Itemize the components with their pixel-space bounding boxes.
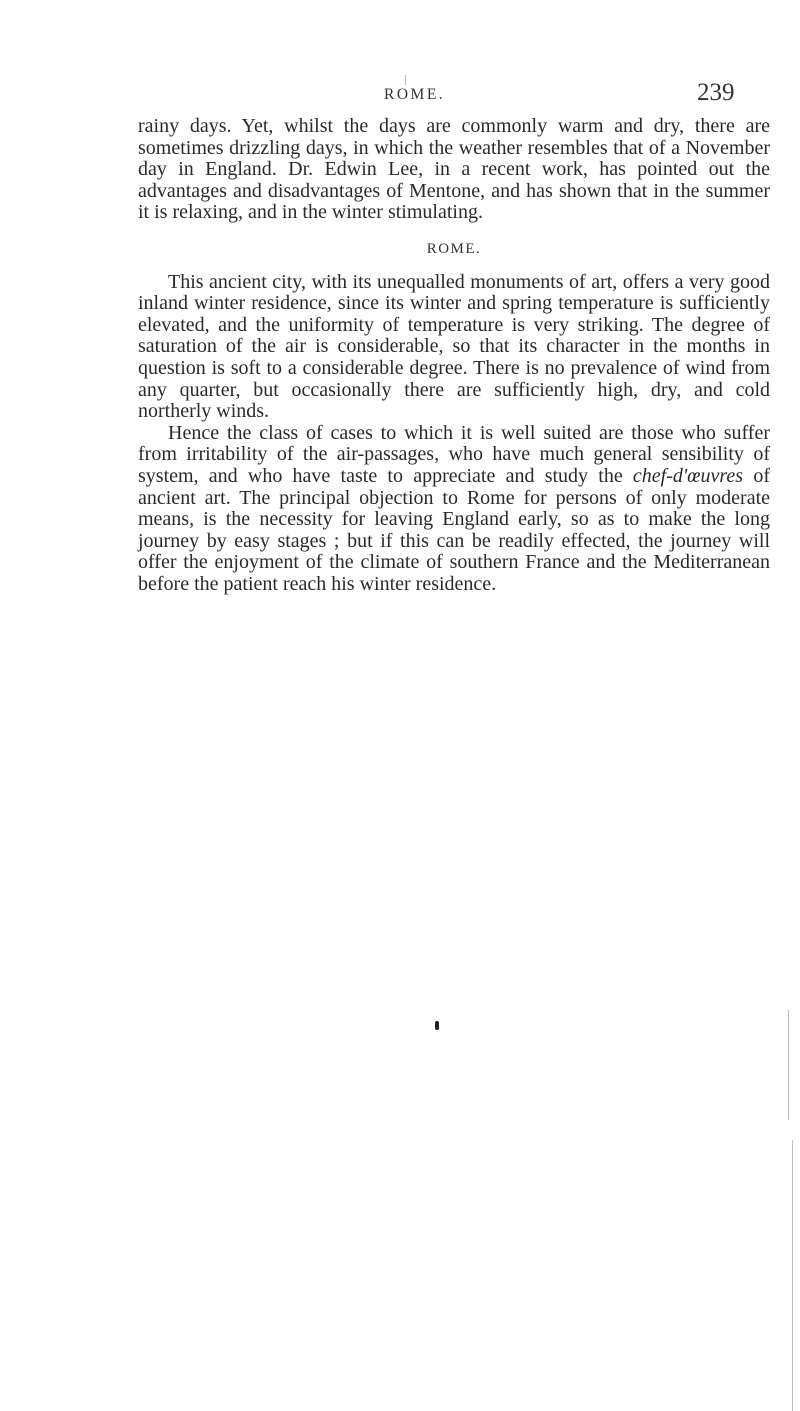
italic-term: chef-d'œuvres	[632, 464, 744, 487]
running-title: ROME.	[384, 86, 446, 103]
scan-margin-mark	[405, 75, 406, 85]
paragraph-text: of ancient art. The principal objection to Rome for persons of only moderate means, is the necessity for leaving England early, so as to make the long journey by easy stages ; but if this can be readily effected, the journey will offer the enjoyment of the climate of southern France and the Mediterranean before the patient reach his winter residence.	[138, 464, 770, 595]
ink-spot	[435, 1021, 439, 1030]
scan-edge-mark	[792, 1140, 793, 1411]
paragraph-rome-climate: This ancient city, with its unequalled monuments of art, offers a very good inland winter residence, since its winter and spring temperature is sufficiently elevated, and the uniformity of temperature is very striking. The degree of saturation of the air is considerable, so that its character in the months in question is soft to a considerable degree. There is no prevalence of wind from any quarter, but occasionally there are sufficiently high, dry, and cold northerly winds.	[138, 270, 770, 423]
running-head	[0, 79, 800, 116]
section-heading-rome: ROME.	[426, 240, 482, 257]
scan-edge-mark	[788, 1010, 789, 1120]
paragraph-text: Hence the class of cases to which it is well suited are those who suffer from irritability of the air-passages, who have much general sensibility of system, and who have taste to appreciate and study the	[138, 421, 770, 487]
page-number: 239	[697, 79, 735, 106]
paragraph-mentone-continuation: rainy days. Yet, whilst the days are commonly warm and dry, there are sometimes drizzling days, in which the weather resembles that of a November day in England. Dr. Edwin Lee, in a recent work, has pointed out the advantages and disadvantages of Mentone, and has shown that in the summer it is relaxing, and in the winter stimulating.	[138, 115, 770, 224]
body-text	[138, 116, 770, 595]
paragraph-rome-cases	[138, 423, 770, 596]
